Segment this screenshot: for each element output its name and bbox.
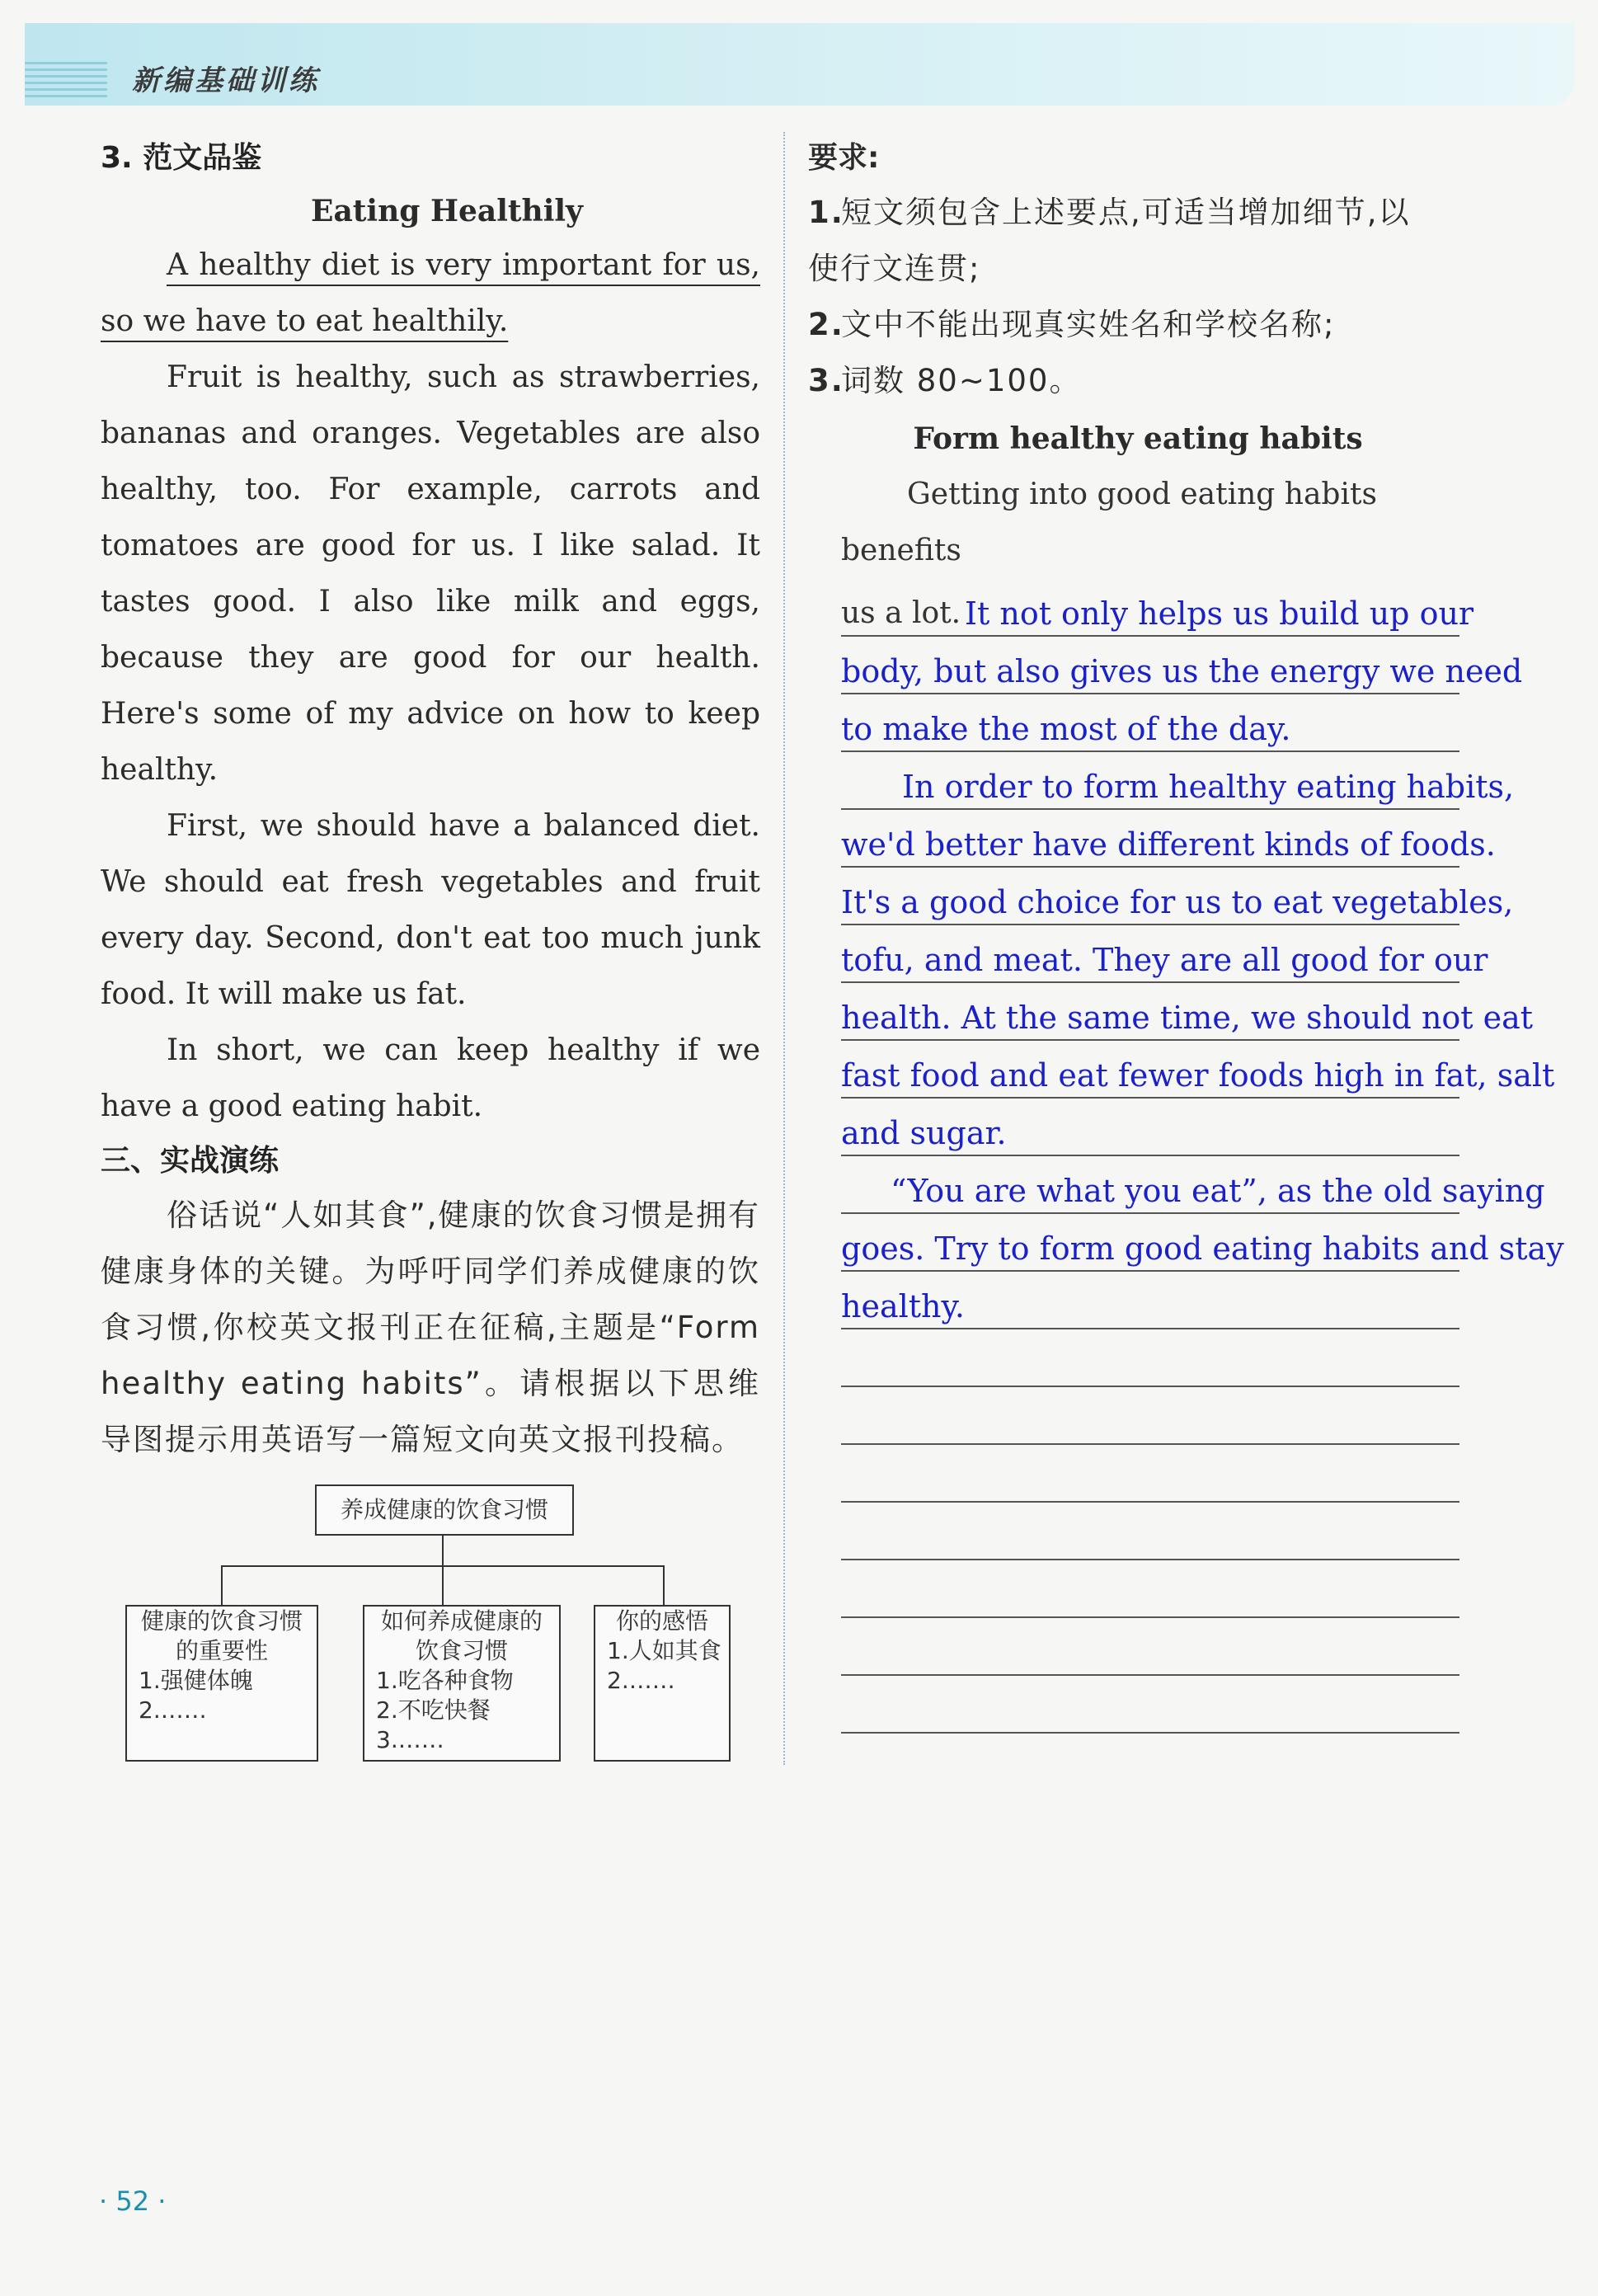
requirement-1-cont: 使行文连贯; <box>808 251 981 286</box>
writing-line-2[interactable] <box>841 637 1523 694</box>
writing-line-blank[interactable] <box>841 1445 1459 1503</box>
writing-line-7[interactable] <box>841 925 1488 983</box>
writing-line-12[interactable] <box>841 1214 1564 1272</box>
handwritten-text-13: healthy. <box>841 1288 966 1324</box>
mindmap-connector <box>442 1534 444 1567</box>
mm-box3-title1: 你的感悟 <box>615 1607 708 1635</box>
writing-line-blank[interactable] <box>841 1329 1459 1387</box>
writing-intro: Getting into good eating habits benefits <box>841 478 1377 567</box>
writing-line-blank[interactable] <box>841 1560 1459 1618</box>
mm-box2-item1: 1.吃各种食物 <box>376 1667 514 1694</box>
mm-box2-item3: 3.…… <box>376 1726 444 1753</box>
right-column <box>808 132 1564 1734</box>
handwritten-text-12: goes. Try to form good eating habits and stay <box>841 1230 1564 1267</box>
writing-line-1[interactable] <box>841 579 1474 637</box>
page-number: · 52 · <box>99 2185 167 2217</box>
mm-box3-item2: 2.…… <box>607 1667 675 1694</box>
writing-line-1-prefix: us a lot. <box>841 596 961 630</box>
mm-box2-item2: 2.不吃快餐 <box>376 1696 491 1724</box>
essay-paragraph-2: Fruit is healthy, such as strawberries, bananas and oranges. Vegetables are also healthy, too. For example, carrots and tomatoes are good for us. I like salad. It tastes good. I also like milk and eggs, because they are good for our health. Here's some of my advice on how to keep healthy. <box>101 360 760 787</box>
handwritten-text-5: we'd better have different kinds of foods. <box>841 826 1496 863</box>
left-column <box>101 132 760 1468</box>
handwritten-text-2: body, but also gives us the energy we need <box>841 653 1523 689</box>
req2-number: 2. <box>808 307 844 342</box>
handwritten-text-11: “You are what you eat”, as the old saying <box>891 1173 1545 1209</box>
handwritten-text-1: It not only helps us build up our <box>965 595 1474 632</box>
mm-box3-item1: 1.人如其食 <box>607 1637 721 1664</box>
writing-line-8[interactable] <box>841 983 1534 1041</box>
handwritten-text-4: In order to form healthy eating habits, <box>902 769 1515 805</box>
essay-p1-text: A healthy diet is very important for us, so we have to eat healthily. <box>101 248 760 338</box>
mm-box1-title1: 健康的饮食习惯 <box>140 1607 303 1635</box>
mm-box2-title1: 如何养成健康的 <box>380 1607 543 1635</box>
essay-title: Eating Healthily <box>311 194 583 228</box>
mindmap-box-how <box>363 1605 561 1762</box>
writing-line-blank[interactable] <box>841 1387 1459 1445</box>
writing-line-13[interactable] <box>841 1272 1459 1329</box>
requirement-3 <box>808 353 1468 409</box>
writing-line-10[interactable] <box>841 1099 1459 1156</box>
writing-line-5[interactable] <box>841 810 1496 868</box>
handwritten-text-3: to make the most of the day. <box>841 711 1291 747</box>
requirement-1 <box>808 185 1468 241</box>
essay-paragraph-4: In short, we can keep healthy if we have a good eating habit. <box>101 1033 760 1123</box>
mm-box1-title2: 的重要性 <box>175 1637 268 1664</box>
req3-text: 词数 80~100。 <box>841 363 1082 398</box>
header-stripes <box>25 58 107 97</box>
mindmap-root <box>315 1484 574 1536</box>
req1-number: 1. <box>808 195 844 230</box>
section3-heading: 3. 范文品鉴 <box>101 141 262 175</box>
mindmap-box-feelings <box>594 1605 731 1762</box>
mind-map <box>124 1484 734 1765</box>
writing-line-11[interactable] <box>841 1156 1545 1214</box>
requirement-2 <box>808 297 1468 353</box>
mm-box2-title2: 饮食习惯 <box>415 1637 508 1664</box>
essay-paragraph-1 <box>101 238 760 350</box>
writing-line-blank[interactable] <box>841 1503 1459 1560</box>
writing-line-6[interactable] <box>841 868 1514 925</box>
mindmap-root-label: 养成健康的饮食习惯 <box>340 1496 548 1523</box>
requirements-heading: 要求: <box>808 141 880 175</box>
essay-paragraph-3: First, we should have a balanced diet. We should eat fresh vegetables and fruit every day. Second, don't eat too much junk food. It will make us fat. <box>101 809 760 1011</box>
writing-line-4[interactable] <box>841 752 1515 810</box>
writing-line-9[interactable] <box>841 1041 1555 1099</box>
handwritten-text-9: fast food and eat fewer foods high in fat, salt <box>841 1057 1555 1094</box>
writing-line-blank[interactable] <box>841 1618 1459 1676</box>
req1-line-a: 短文须包含上述要点,可适当增加细节,以 <box>841 195 1411 230</box>
mm-box1-item2: 2.…… <box>139 1696 207 1724</box>
writing-title: Form healthy eating habits <box>913 421 1363 456</box>
mindmap-connector <box>442 1565 444 1605</box>
req2-text: 文中不能出现真实姓名和学校名称; <box>841 307 1336 342</box>
header-title: 新编基础训练 <box>132 64 320 97</box>
handwritten-text-6: It's a good choice for us to eat vegetables, <box>841 884 1514 920</box>
writing-line-3[interactable] <box>841 694 1459 752</box>
task-prompt: 俗话说“人如其食”,健康的饮食习惯是拥有健康身体的关键。为呼吁同学们养成健康的饮食习惯,你校英文报刊正在征稿,主题是“Form healthy eating habits”。请根据以下思维导图提示用英语写一篇短文向英文报刊投稿。 <box>101 1197 760 1457</box>
mindmap-connector <box>221 1565 223 1605</box>
mindmap-box-importance <box>125 1605 318 1762</box>
req3-number: 3. <box>808 363 844 398</box>
writing-line-blank[interactable] <box>841 1676 1459 1734</box>
handwritten-text-7: tofu, and meat. They are all good for our <box>841 942 1488 978</box>
part3-heading: 三、实战演练 <box>101 1144 280 1178</box>
mindmap-connector <box>663 1565 665 1605</box>
handwritten-text-10: and sugar. <box>841 1115 1007 1151</box>
mm-box1-item1: 1.强健体魄 <box>139 1667 253 1694</box>
column-divider <box>783 132 785 1765</box>
handwritten-text-8: health. At the same time, we should not eat <box>841 1000 1534 1036</box>
